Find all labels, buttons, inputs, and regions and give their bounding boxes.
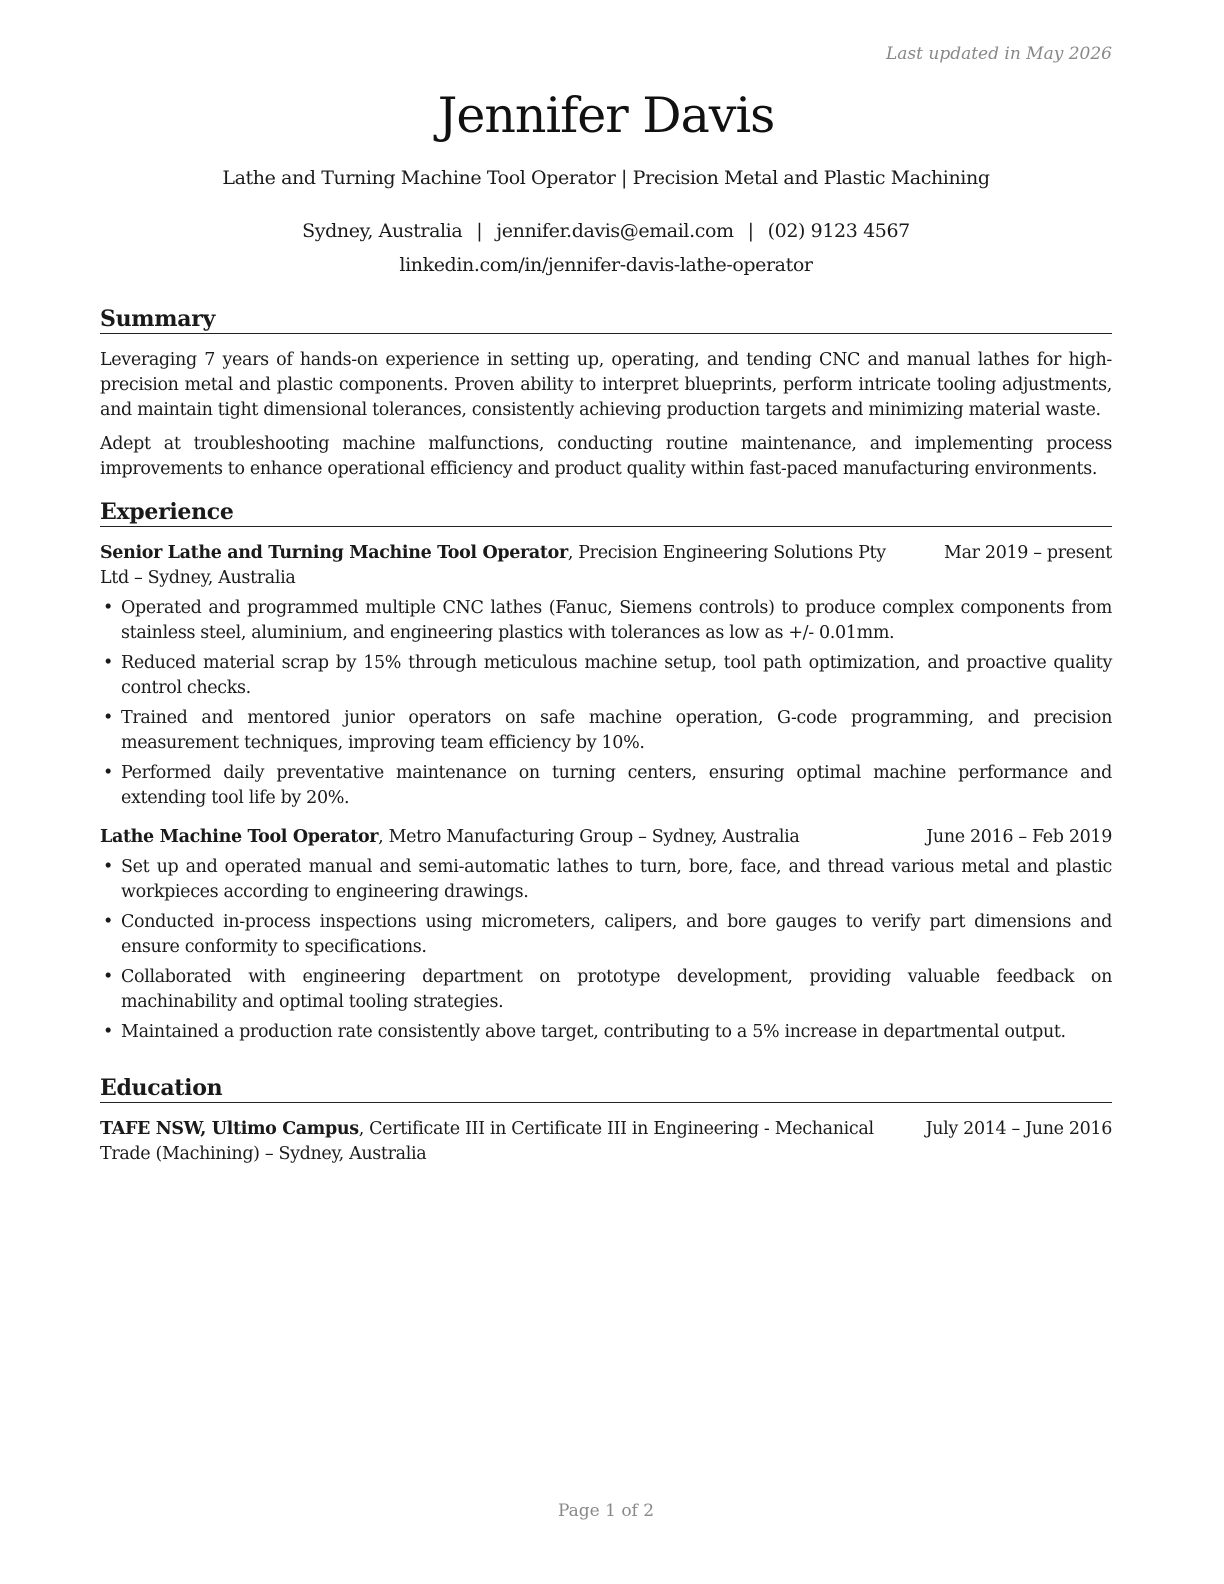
job-bullets [100, 855, 1112, 1045]
resume-page [100, 0, 1112, 1584]
bullet-text: Set up and operated manual and semi-automatic lathes to turn, bore, face, and thread various metal and plastic workpieces according to engineering drawings. [121, 857, 1112, 902]
job-bullets [100, 596, 1112, 811]
job-bullet [100, 596, 1112, 646]
job-organization: , Metro Manufacturing Group – Sydney, Australia [378, 827, 800, 847]
candidate-name: Jennifer Davis [437, 87, 775, 144]
contact-phone[interactable]: (02) 9123 4567 [767, 220, 910, 242]
bullet-text: Conducted in-process inspections using micrometers, calipers, and bore gauges to verify part dimensions and ensure conformity to specifications. [121, 912, 1112, 957]
job-organization: , Precision Engineering Solutions Pty Ltd – Sydney, Australia [100, 543, 886, 588]
section-title-experience: Experience [100, 498, 1112, 527]
job-bullet [100, 965, 1112, 1015]
job-dates: June 2016 – Feb 2019 [926, 827, 1112, 847]
education-entry [100, 1117, 1112, 1167]
contact-email[interactable]: jennifer.davis@email.com [496, 220, 734, 242]
bullet-marker: • [103, 763, 113, 783]
education-dates: July 2014 – June 2016 [925, 1119, 1112, 1139]
bullet-marker: • [103, 912, 113, 932]
job-bullet [100, 706, 1112, 756]
section-title-education: Education [100, 1074, 1112, 1103]
bullet-marker: • [103, 653, 113, 673]
job-entry [100, 541, 1112, 811]
contact-location: Sydney, Australia [302, 220, 463, 242]
bullet-text: Maintained a production rate consistently above target, contributing to a 5% increase in departmental output. [121, 1022, 1066, 1042]
page-number: Page 1 of 2 [557, 1501, 655, 1521]
bullet-marker: • [103, 857, 113, 877]
job-title-line [100, 541, 890, 591]
bullet-text: Trained and mentored junior operators on safe machine operation, G-code programming, and precision measurement techniques, improving team efficiency by 10%. [121, 708, 1112, 753]
bullet-text: Reduced material scrap by 15% through meticulous machine setup, tool path optimization, and proactive quality control checks. [121, 653, 1112, 698]
education-header [100, 1117, 1112, 1167]
bullet-text: Operated and programmed multiple CNC lathes (Fanuc, Siemens controls) to produce complex components from stainless steel, aluminium, and engineering plastics with tolerances as low as +/- 0.01mm. [121, 598, 1112, 643]
summary-paragraph: Leveraging 7 years of hands-on experience in setting up, operating, and tending CNC and manual lathes for high-precision metal and plastic components. Proven ability to interpret blueprints, perform intricate tooling adjustments, and maintain tight dimensional tolerances, consistently achieving production targets and minimizing material waste. [100, 350, 1112, 420]
contact-separator: | [747, 220, 754, 242]
bullet-text: Collaborated with engineering department on prototype development, providing valuable feedback on machinability and optimal tooling strategies. [121, 967, 1112, 1012]
contact-separator: | [476, 220, 483, 242]
job-role: Senior Lathe and Turning Machine Tool Operator [100, 543, 568, 563]
linkedin-link[interactable]: linkedin.com/in/jennifer-davis-lathe-operator [399, 254, 813, 276]
job-header [100, 541, 1112, 591]
job-title-line [100, 825, 890, 850]
job-dates: Mar 2019 – present [944, 543, 1112, 563]
education-detail: , Certificate III in Certificate III in Engineering - Mechanical Trade (Machining) – Sydney, Australia [100, 1119, 874, 1164]
last-updated-note: Last updated in May 2026 [885, 44, 1112, 64]
headline: Lathe and Turning Machine Tool Operator | Precision Metal and Plastic Machining [222, 167, 990, 189]
education-section [100, 1074, 1112, 1167]
bullet-text: Performed daily preventative maintenance on turning centers, ensuring optimal machine performance and extending tool life by 20%. [121, 763, 1112, 808]
job-entry [100, 825, 1112, 1045]
job-bullet [100, 855, 1112, 905]
education-school: TAFE NSW, Ultimo Campus [100, 1119, 359, 1139]
job-bullet [100, 910, 1112, 960]
job-header [100, 825, 1112, 850]
experience-section [100, 498, 1112, 1050]
bullet-marker: • [103, 708, 113, 728]
contact-line [100, 220, 1112, 242]
job-bullet [100, 1020, 1112, 1045]
bullet-marker: • [103, 598, 113, 618]
job-bullet [100, 651, 1112, 701]
job-bullet [100, 761, 1112, 811]
bullet-marker: • [103, 1022, 113, 1042]
education-title-line [100, 1117, 890, 1167]
summary-section [100, 305, 1112, 482]
section-title-summary: Summary [100, 305, 1112, 334]
summary-paragraph: Adept at troubleshooting machine malfunctions, conducting routine maintenance, and implementing process improvements to enhance operational efficiency and product quality within fast-paced manufacturing environments. [100, 434, 1112, 479]
job-role: Lathe Machine Tool Operator [100, 827, 379, 847]
bullet-marker: • [103, 967, 113, 987]
